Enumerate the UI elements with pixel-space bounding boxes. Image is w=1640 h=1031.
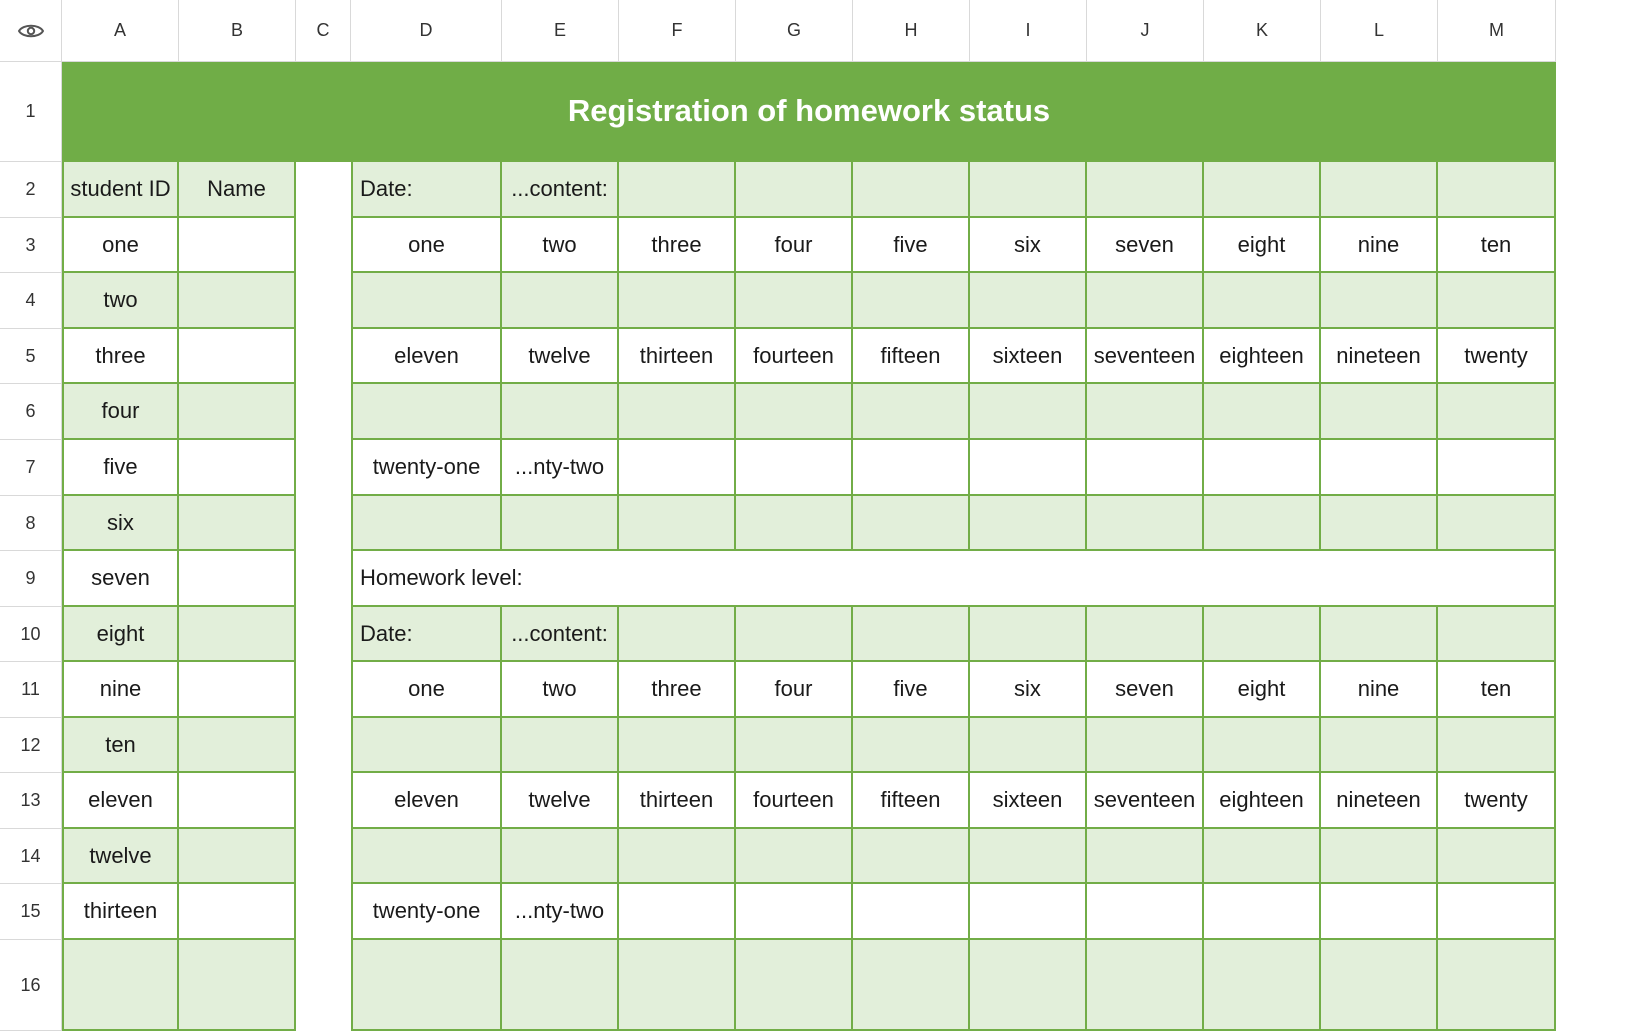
- column-header-g[interactable]: G: [736, 0, 853, 62]
- cell-g6[interactable]: [736, 384, 853, 440]
- cell-h2[interactable]: [853, 162, 970, 218]
- row-header-5[interactable]: 5: [0, 329, 62, 384]
- column-header-d[interactable]: D: [351, 0, 502, 62]
- cell-i14[interactable]: [970, 829, 1087, 884]
- cell-j8[interactable]: [1087, 496, 1204, 551]
- cell-d3[interactable]: one: [351, 218, 502, 273]
- cell-k8[interactable]: [1204, 496, 1321, 551]
- row-header-9[interactable]: 9: [0, 551, 62, 607]
- cell-k4[interactable]: [1204, 273, 1321, 329]
- cell-g3[interactable]: four: [736, 218, 853, 273]
- cell-g14[interactable]: [736, 829, 853, 884]
- cell-e4[interactable]: [502, 273, 619, 329]
- column-header-b[interactable]: B: [179, 0, 296, 62]
- cell-i13[interactable]: sixteen: [970, 773, 1087, 829]
- cell-a4[interactable]: two: [62, 273, 179, 329]
- cell-e14[interactable]: [502, 829, 619, 884]
- cell-e7[interactable]: ...nty-two: [502, 440, 619, 496]
- cell-k7[interactable]: [1204, 440, 1321, 496]
- cell-b15[interactable]: [179, 884, 296, 940]
- cell-i10[interactable]: [970, 607, 1087, 662]
- name-header[interactable]: Name: [179, 162, 296, 218]
- cell-h13[interactable]: fifteen: [853, 773, 970, 829]
- cell-m7[interactable]: [1438, 440, 1556, 496]
- cell-g2[interactable]: [736, 162, 853, 218]
- cell-a3[interactable]: one: [62, 218, 179, 273]
- cell-j6[interactable]: [1087, 384, 1204, 440]
- cell-f4[interactable]: [619, 273, 736, 329]
- cell-j2[interactable]: [1087, 162, 1204, 218]
- cell-d4[interactable]: [351, 273, 502, 329]
- row-header-11[interactable]: 11: [0, 662, 62, 718]
- cell-l15[interactable]: [1321, 884, 1438, 940]
- cell-i11[interactable]: six: [970, 662, 1087, 718]
- content-label[interactable]: ...content:: [502, 162, 619, 218]
- cell-j10[interactable]: [1087, 607, 1204, 662]
- column-header-a[interactable]: A: [62, 0, 179, 62]
- cell-l6[interactable]: [1321, 384, 1438, 440]
- cell-f7[interactable]: [619, 440, 736, 496]
- cell-f2[interactable]: [619, 162, 736, 218]
- column-header-j[interactable]: J: [1087, 0, 1204, 62]
- row-header-10[interactable]: 10: [0, 607, 62, 662]
- row-header-3[interactable]: 3: [0, 218, 62, 273]
- cell-k12[interactable]: [1204, 718, 1321, 773]
- cell-m10[interactable]: [1438, 607, 1556, 662]
- cell-b4[interactable]: [179, 273, 296, 329]
- cell-b14[interactable]: [179, 829, 296, 884]
- column-header-m[interactable]: M: [1438, 0, 1556, 62]
- cell-j5[interactable]: seventeen: [1087, 329, 1204, 384]
- cell-l3[interactable]: nine: [1321, 218, 1438, 273]
- title-cell[interactable]: Registration of homework status: [62, 62, 1556, 162]
- cell-h11[interactable]: five: [853, 662, 970, 718]
- cell-l14[interactable]: [1321, 829, 1438, 884]
- cell-a6[interactable]: four: [62, 384, 179, 440]
- cell-m6[interactable]: [1438, 384, 1556, 440]
- column-header-f[interactable]: F: [619, 0, 736, 62]
- row-header-1[interactable]: 1: [0, 62, 62, 162]
- row-header-4[interactable]: 4: [0, 273, 62, 329]
- cell-f3[interactable]: three: [619, 218, 736, 273]
- cell-f12[interactable]: [619, 718, 736, 773]
- column-header-h[interactable]: H: [853, 0, 970, 62]
- cell-b13[interactable]: [179, 773, 296, 829]
- row-header-12[interactable]: 12: [0, 718, 62, 773]
- cell-f14[interactable]: [619, 829, 736, 884]
- cell-h7[interactable]: [853, 440, 970, 496]
- cell-e15[interactable]: ...nty-two: [502, 884, 619, 940]
- cell-l12[interactable]: [1321, 718, 1438, 773]
- cell-i6[interactable]: [970, 384, 1087, 440]
- cell-e5[interactable]: twelve: [502, 329, 619, 384]
- cell-i15[interactable]: [970, 884, 1087, 940]
- cell-i3[interactable]: six: [970, 218, 1087, 273]
- cell-k3[interactable]: eight: [1204, 218, 1321, 273]
- content-label[interactable]: ...content:: [502, 607, 619, 662]
- cell-e13[interactable]: twelve: [502, 773, 619, 829]
- cell-j12[interactable]: [1087, 718, 1204, 773]
- eye-icon[interactable]: [18, 22, 44, 40]
- cell-d15[interactable]: twenty-one: [351, 884, 502, 940]
- cell-f11[interactable]: three: [619, 662, 736, 718]
- cell-h4[interactable]: [853, 273, 970, 329]
- cell-h14[interactable]: [853, 829, 970, 884]
- cell-h12[interactable]: [853, 718, 970, 773]
- cell-k15[interactable]: [1204, 884, 1321, 940]
- date-label[interactable]: Date:: [351, 162, 502, 218]
- cell-g12[interactable]: [736, 718, 853, 773]
- cell-k2[interactable]: [1204, 162, 1321, 218]
- cell-d11[interactable]: one: [351, 662, 502, 718]
- column-header-k[interactable]: K: [1204, 0, 1321, 62]
- column-header-e[interactable]: E: [502, 0, 619, 62]
- cell-g15[interactable]: [736, 884, 853, 940]
- cell-m12[interactable]: [1438, 718, 1556, 773]
- cell-g4[interactable]: [736, 273, 853, 329]
- cell-l13[interactable]: nineteen: [1321, 773, 1438, 829]
- cell-m13[interactable]: twenty: [1438, 773, 1556, 829]
- cell-f10[interactable]: [619, 607, 736, 662]
- cell-l2[interactable]: [1321, 162, 1438, 218]
- cell-m4[interactable]: [1438, 273, 1556, 329]
- row-header-14[interactable]: 14: [0, 829, 62, 884]
- cell-m16[interactable]: [1438, 940, 1556, 1031]
- cell-f5[interactable]: thirteen: [619, 329, 736, 384]
- cell-a16[interactable]: [62, 940, 179, 1031]
- cell-g7[interactable]: [736, 440, 853, 496]
- cell-a12[interactable]: ten: [62, 718, 179, 773]
- cell-h16[interactable]: [853, 940, 970, 1031]
- cell-b12[interactable]: [179, 718, 296, 773]
- row-header-13[interactable]: 13: [0, 773, 62, 829]
- cell-j13[interactable]: seventeen: [1087, 773, 1204, 829]
- cell-g13[interactable]: fourteen: [736, 773, 853, 829]
- cell-j4[interactable]: [1087, 273, 1204, 329]
- row-header-15[interactable]: 15: [0, 884, 62, 940]
- cell-b7[interactable]: [179, 440, 296, 496]
- cell-a15[interactable]: thirteen: [62, 884, 179, 940]
- cell-h5[interactable]: fifteen: [853, 329, 970, 384]
- cell-d12[interactable]: [351, 718, 502, 773]
- cell-f15[interactable]: [619, 884, 736, 940]
- student-id-header[interactable]: student ID: [62, 162, 179, 218]
- row-header-7[interactable]: 7: [0, 440, 62, 496]
- cell-a5[interactable]: three: [62, 329, 179, 384]
- cell-b11[interactable]: [179, 662, 296, 718]
- cell-h3[interactable]: five: [853, 218, 970, 273]
- cell-b9[interactable]: [179, 551, 296, 607]
- cell-b3[interactable]: [179, 218, 296, 273]
- cell-g8[interactable]: [736, 496, 853, 551]
- cell-j11[interactable]: seven: [1087, 662, 1204, 718]
- cell-g5[interactable]: fourteen: [736, 329, 853, 384]
- cell-m15[interactable]: [1438, 884, 1556, 940]
- cell-i8[interactable]: [970, 496, 1087, 551]
- cell-a11[interactable]: nine: [62, 662, 179, 718]
- cell-l4[interactable]: [1321, 273, 1438, 329]
- cell-k16[interactable]: [1204, 940, 1321, 1031]
- cell-m8[interactable]: [1438, 496, 1556, 551]
- cell-a10[interactable]: eight: [62, 607, 179, 662]
- cell-l16[interactable]: [1321, 940, 1438, 1031]
- cell-d16[interactable]: [351, 940, 502, 1031]
- cell-k5[interactable]: eighteen: [1204, 329, 1321, 384]
- homework-level-label[interactable]: Homework level:: [351, 551, 1556, 607]
- cell-j16[interactable]: [1087, 940, 1204, 1031]
- cell-h10[interactable]: [853, 607, 970, 662]
- cell-k13[interactable]: eighteen: [1204, 773, 1321, 829]
- cell-e11[interactable]: two: [502, 662, 619, 718]
- cell-d6[interactable]: [351, 384, 502, 440]
- cell-g10[interactable]: [736, 607, 853, 662]
- column-header-l[interactable]: L: [1321, 0, 1438, 62]
- cell-f16[interactable]: [619, 940, 736, 1031]
- cell-k14[interactable]: [1204, 829, 1321, 884]
- cell-b8[interactable]: [179, 496, 296, 551]
- cell-i2[interactable]: [970, 162, 1087, 218]
- cell-l8[interactable]: [1321, 496, 1438, 551]
- date-label[interactable]: Date:: [351, 607, 502, 662]
- cell-i5[interactable]: sixteen: [970, 329, 1087, 384]
- cell-l10[interactable]: [1321, 607, 1438, 662]
- cell-f8[interactable]: [619, 496, 736, 551]
- cell-e16[interactable]: [502, 940, 619, 1031]
- cell-a13[interactable]: eleven: [62, 773, 179, 829]
- cell-m11[interactable]: ten: [1438, 662, 1556, 718]
- cell-m3[interactable]: ten: [1438, 218, 1556, 273]
- cell-j3[interactable]: seven: [1087, 218, 1204, 273]
- cell-l11[interactable]: nine: [1321, 662, 1438, 718]
- cell-e12[interactable]: [502, 718, 619, 773]
- row-header-16[interactable]: 16: [0, 940, 62, 1031]
- cell-m5[interactable]: twenty: [1438, 329, 1556, 384]
- cell-a8[interactable]: six: [62, 496, 179, 551]
- cell-d14[interactable]: [351, 829, 502, 884]
- row-header-8[interactable]: 8: [0, 496, 62, 551]
- cell-a9[interactable]: seven: [62, 551, 179, 607]
- cell-d13[interactable]: eleven: [351, 773, 502, 829]
- cell-f13[interactable]: thirteen: [619, 773, 736, 829]
- cell-k6[interactable]: [1204, 384, 1321, 440]
- cell-m14[interactable]: [1438, 829, 1556, 884]
- cell-i16[interactable]: [970, 940, 1087, 1031]
- cell-g16[interactable]: [736, 940, 853, 1031]
- cell-b5[interactable]: [179, 329, 296, 384]
- cell-f6[interactable]: [619, 384, 736, 440]
- cell-h6[interactable]: [853, 384, 970, 440]
- cell-d5[interactable]: eleven: [351, 329, 502, 384]
- cell-b6[interactable]: [179, 384, 296, 440]
- column-header-i[interactable]: I: [970, 0, 1087, 62]
- select-all-corner[interactable]: [0, 0, 62, 62]
- cell-i12[interactable]: [970, 718, 1087, 773]
- cell-d8[interactable]: [351, 496, 502, 551]
- cell-j14[interactable]: [1087, 829, 1204, 884]
- cell-i7[interactable]: [970, 440, 1087, 496]
- cell-a7[interactable]: five: [62, 440, 179, 496]
- cell-e8[interactable]: [502, 496, 619, 551]
- cell-d7[interactable]: twenty-one: [351, 440, 502, 496]
- cell-i4[interactable]: [970, 273, 1087, 329]
- cell-l5[interactable]: nineteen: [1321, 329, 1438, 384]
- cell-j15[interactable]: [1087, 884, 1204, 940]
- cell-h8[interactable]: [853, 496, 970, 551]
- cell-h15[interactable]: [853, 884, 970, 940]
- cell-j7[interactable]: [1087, 440, 1204, 496]
- cell-b16[interactable]: [179, 940, 296, 1031]
- cell-k10[interactable]: [1204, 607, 1321, 662]
- cell-k11[interactable]: eight: [1204, 662, 1321, 718]
- cell-b10[interactable]: [179, 607, 296, 662]
- cell-m2[interactable]: [1438, 162, 1556, 218]
- cell-e6[interactable]: [502, 384, 619, 440]
- column-header-c[interactable]: C: [296, 0, 351, 62]
- cell-a14[interactable]: twelve: [62, 829, 179, 884]
- cell-l7[interactable]: [1321, 440, 1438, 496]
- row-header-6[interactable]: 6: [0, 384, 62, 440]
- cell-e3[interactable]: two: [502, 218, 619, 273]
- row-header-2[interactable]: 2: [0, 162, 62, 218]
- cell-g11[interactable]: four: [736, 662, 853, 718]
